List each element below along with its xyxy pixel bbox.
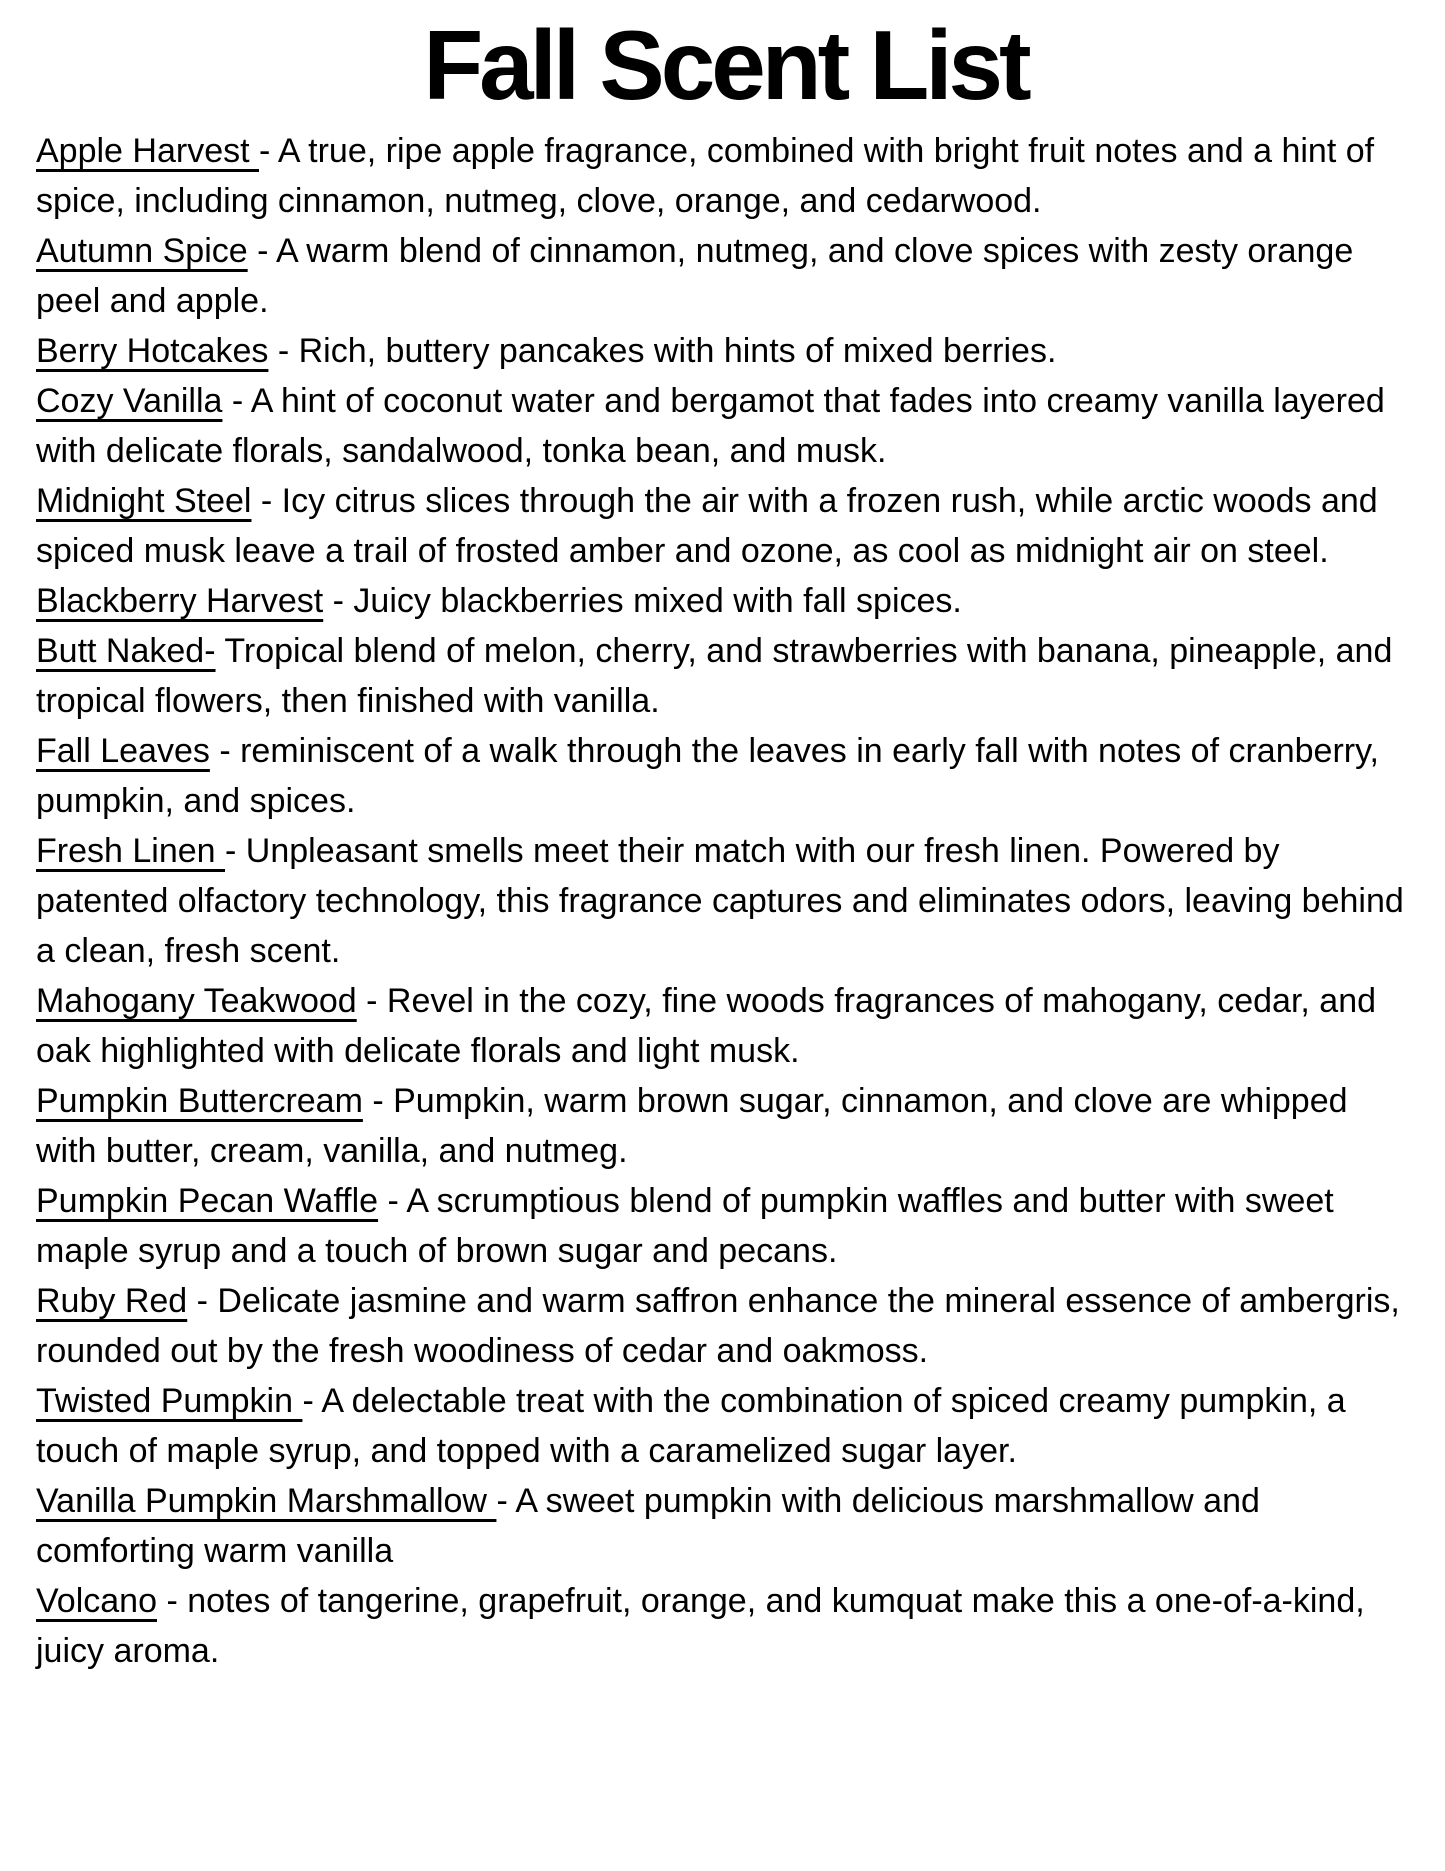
scent-name: Midnight Steel xyxy=(36,481,252,520)
scent-item xyxy=(36,576,1415,626)
scent-item xyxy=(36,1476,1415,1576)
scent-name: Mahogany Teakwood xyxy=(36,981,357,1020)
scent-item xyxy=(36,376,1415,476)
scent-description: - Unpleasant smells meet their match with our fresh linen. Powered by patented olfactory technology, this fragrance captures and eliminates odors, leaving behind a clean, fresh scent. xyxy=(36,831,1404,970)
scent-name: Twisted Pumpkin xyxy=(36,1381,303,1420)
scent-item xyxy=(36,826,1415,976)
scent-description: - Rich, buttery pancakes with hints of mixed berries. xyxy=(268,331,1057,370)
scent-name: Berry Hotcakes xyxy=(36,331,269,370)
scent-description: - A warm blend of cinnamon, nutmeg, and clove spices with zesty orange peel and apple. xyxy=(36,231,1354,320)
scent-description: - Juicy blackberries mixed with fall spices. xyxy=(323,581,962,620)
scent-description: - notes of tangerine, grapefruit, orange, and kumquat make this a one-of-a-kind, juicy aroma. xyxy=(36,1581,1365,1670)
scent-item xyxy=(36,326,1415,376)
scent-name: Blackberry Harvest xyxy=(36,581,324,620)
scent-item xyxy=(36,1576,1415,1676)
scent-name: Fall Leaves xyxy=(36,731,210,770)
scent-item xyxy=(36,126,1415,226)
scent-description: - reminiscent of a walk through the leaves in early fall with notes of cranberry, pumpkin, and spices. xyxy=(36,731,1380,820)
scent-item xyxy=(36,1276,1415,1376)
scent-description: - Pumpkin, warm brown sugar, cinnamon, and clove are whipped with butter, cream, vanilla, and nutmeg. xyxy=(36,1081,1348,1170)
scent-description: - A true, ripe apple fragrance, combined with bright fruit notes and a hint of spice, including cinnamon, nutmeg, clove, orange, and cedarwood. xyxy=(36,131,1375,220)
scent-name: Vanilla Pumpkin Marshmallow xyxy=(36,1481,497,1520)
scent-item xyxy=(36,476,1415,576)
scent-description: - A scrumptious blend of pumpkin waffles and butter with sweet maple syrup and a touch of brown sugar and pecans. xyxy=(36,1181,1334,1270)
scent-name: Butt Naked- xyxy=(36,631,216,670)
scent-item xyxy=(36,976,1415,1076)
scent-item xyxy=(36,226,1415,326)
scent-item xyxy=(36,626,1415,726)
scent-name: Pumpkin Pecan Waffle xyxy=(36,1181,379,1220)
scent-description: - A hint of coconut water and bergamot that fades into creamy vanilla layered with delicate florals, sandalwood, tonka bean, and musk. xyxy=(36,381,1385,470)
scent-description: - Icy citrus slices through the air with a frozen rush, while arctic woods and spiced musk leave a trail of frosted amber and ozone, as cool as midnight air on steel. xyxy=(36,481,1378,570)
scent-name: Fresh Linen xyxy=(36,831,225,870)
scent-name: Cozy Vanilla xyxy=(36,381,223,420)
scent-name: Ruby Red xyxy=(36,1281,188,1320)
scent-name: Volcano xyxy=(36,1581,157,1620)
scent-description: - Delicate jasmine and warm saffron enhance the mineral essence of ambergris, rounded out by the fresh woodiness of cedar and oakmoss. xyxy=(36,1281,1400,1370)
scent-description: Tropical blend of melon, cherry, and strawberries with banana, pineapple, and tropical flowers, then finished with vanilla. xyxy=(36,631,1393,720)
scent-item xyxy=(36,726,1415,826)
scent-item xyxy=(36,1176,1415,1276)
scent-item xyxy=(36,1076,1415,1176)
scent-name: Pumpkin Buttercream xyxy=(36,1081,363,1120)
page-title: Fall Scent List xyxy=(423,10,1028,120)
scent-description: - A delectable treat with the combination of spiced creamy pumpkin, a touch of maple syrup, and topped with a caramelized sugar layer. xyxy=(36,1381,1346,1470)
scent-name: Autumn Spice xyxy=(36,231,248,270)
scent-description: - Revel in the cozy, fine woods fragrances of mahogany, cedar, and oak highlighted with delicate florals and light musk. xyxy=(36,981,1377,1070)
scent-list xyxy=(36,126,1415,1676)
scent-item xyxy=(36,1376,1415,1476)
scent-description: - A sweet pumpkin with delicious marshmallow and comforting warm vanilla xyxy=(36,1481,1260,1570)
scent-name: Apple Harvest xyxy=(36,131,259,170)
